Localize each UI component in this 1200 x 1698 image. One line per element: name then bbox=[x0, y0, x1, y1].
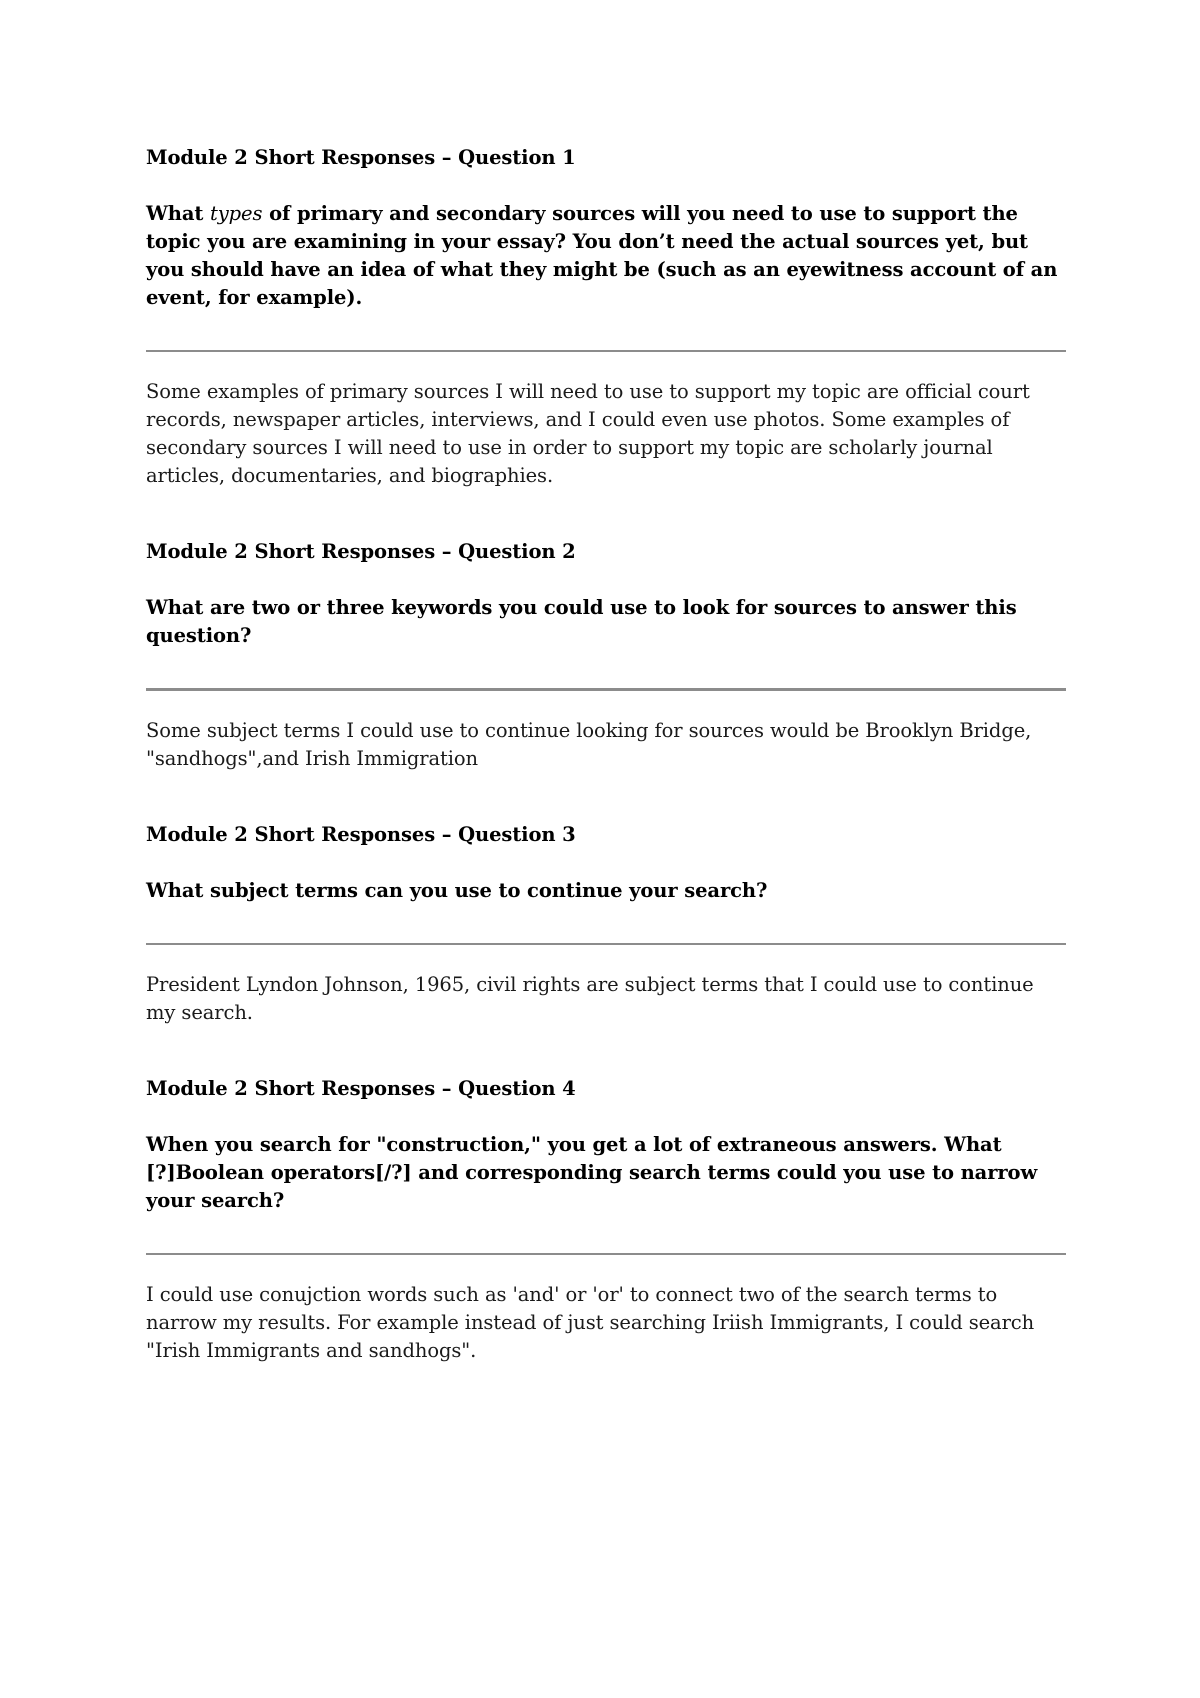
question-4-heading: Module 2 Short Responses – Question 4 bbox=[146, 1077, 576, 1100]
question-3-heading: Module 2 Short Responses – Question 3 bbox=[146, 823, 576, 846]
question-1-heading: Module 2 Short Responses – Question 1 bbox=[146, 146, 576, 169]
question-1-section bbox=[146, 144, 1066, 490]
question-4-section bbox=[146, 1075, 1066, 1365]
question-3-prompt: What subject terms can you use to continue your search? bbox=[146, 879, 768, 902]
question-2-answer: Some subject terms I could use to continue looking for sources would be Brooklyn Bridge, "sandhogs",and Irish Immigration bbox=[146, 719, 1032, 770]
question-4-prompt: When you search for "construction," you get a lot of extraneous answers. What [?]Boolean operators[/?] and corresponding search terms could you use to narrow your search? bbox=[146, 1133, 1038, 1212]
question-3-section bbox=[146, 821, 1066, 1027]
document-content bbox=[146, 144, 1066, 1399]
question-2-prompt: What are two or three keywords you could use to look for sources to answer this question? bbox=[146, 596, 1017, 647]
question-1-divider bbox=[146, 350, 1066, 352]
question-3-divider bbox=[146, 943, 1066, 945]
question-4-answer: I could use conujction words such as 'and' or 'or' to connect two of the search terms to narrow my results. For example instead of just searching Iriish Immigrants, I could search "Irish Immigrants and sandhogs". bbox=[146, 1283, 1035, 1362]
question-4-divider bbox=[146, 1253, 1066, 1255]
question-1-prompt bbox=[146, 200, 1066, 312]
question-1-prompt-end: of primary and secondary sources will you need to use to support the topic you are examining in your essay? You don’t need the actual sources yet, but you should have an idea of what they might be (such as an eyewitness account of an event, for example). bbox=[146, 202, 1058, 309]
question-2-section bbox=[146, 538, 1066, 773]
question-2-heading: Module 2 Short Responses – Question 2 bbox=[146, 540, 576, 563]
question-3-answer: President Lyndon Johnson, 1965, civil rights are subject terms that I could use to continue my search. bbox=[146, 973, 1034, 1024]
question-2-divider bbox=[146, 688, 1066, 691]
question-1-answer: Some examples of primary sources I will need to use to support my topic are official court records, newspaper articles, interviews, and I could even use photos. Some examples of secondary sources I will need to use in order to support my topic are scholarly journal articles, documentaries, and biographies. bbox=[146, 380, 1030, 487]
question-1-prompt-emphasis: types bbox=[210, 202, 263, 225]
question-1-prompt-start: What bbox=[146, 202, 211, 225]
